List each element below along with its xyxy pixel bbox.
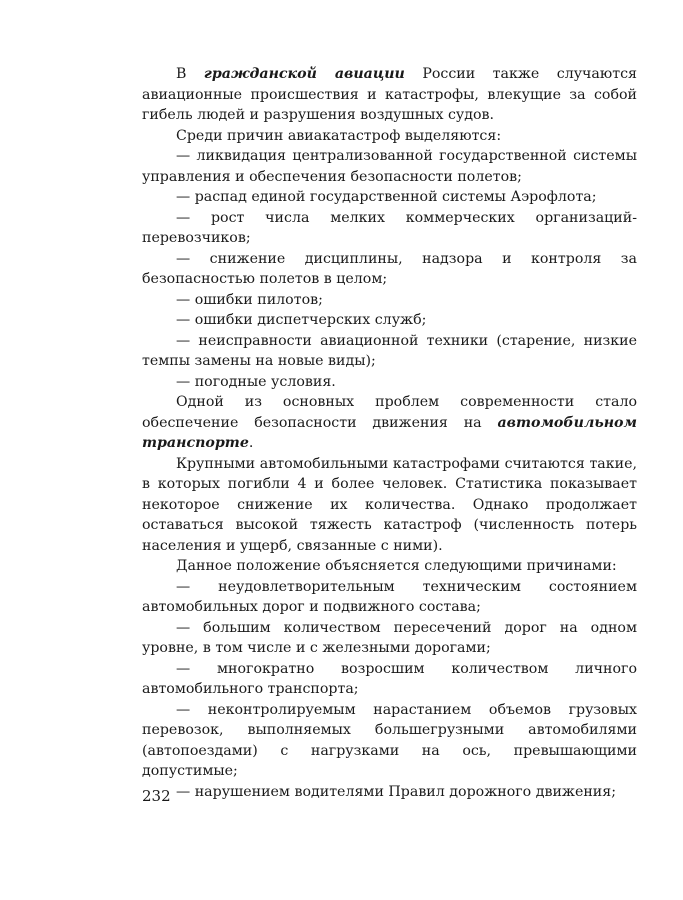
paragraph: Среди причин авиакатастроф выделяются: bbox=[176, 127, 502, 144]
paragraph-road-transport: Одной из основных проблем современности стало обеспечение безопасности движения на автомобильном транспорте. bbox=[142, 394, 637, 451]
list-item: — распад единой государственной системы Аэрофлота; bbox=[176, 189, 597, 205]
list-item: — нарушением водителями Правил дорожного движения; bbox=[176, 783, 616, 800]
list-item: — неисправности авиационной техники (старение, низкие темпы замены на новые виды); bbox=[142, 332, 637, 369]
emphasis-road-transport: автомобильном транспорте bbox=[142, 414, 637, 451]
list-item: — большим количеством пересечений дорог на одном уровне, в том числе и с железными дорогами; bbox=[142, 619, 637, 656]
list-item: — ошибки диспетчерских служб; bbox=[176, 312, 427, 328]
list-item: — погодные условия. bbox=[176, 373, 336, 390]
emphasis-civil-aviation: гражданской авиации bbox=[203, 66, 405, 82]
list-item: — снижение дисциплины, надзора и контроля за безопасностью полетов в целом; bbox=[142, 250, 637, 287]
paragraph: Крупными автомобильными катастрофами считаются такие, в которых погибли 4 и более человек. Статистика показывает некоторое снижение их количества. Однако продолжает оставаться высокой тяжесть катастроф (численность потерь населения и ущерб, связанные с ними). bbox=[142, 455, 637, 554]
page-number: 232 bbox=[142, 787, 171, 805]
list-item: — неконтролируемым нарастанием объемов грузовых перевозок, выполняемых большегрузными автомобилями (автопоездами) с нагрузками на ось, превышающими допустимые; bbox=[142, 701, 637, 779]
paragraph-civil-aviation: В гражданской авиации России также случаются авиационные происшествия и катастрофы, влекущие за собой гибель людей и разрушения воздушных судов. bbox=[142, 66, 637, 123]
paragraph: Данное положение объясняется следующими причинами: bbox=[176, 558, 617, 574]
list-item: — многократно возросшим количеством личного автомобильного транспорта; bbox=[142, 660, 637, 697]
list-item: — ликвидация централизованной государственной системы управления и обеспечения безопасности полетов; bbox=[142, 148, 637, 185]
list-item: — неудовлетворительным техническим состоянием автомобильных дорог и подвижного состава; bbox=[142, 578, 637, 615]
list-item: — ошибки пилотов; bbox=[176, 291, 323, 308]
list-item: — рост числа мелких коммерческих организаций-перевозчиков; bbox=[142, 209, 637, 246]
body-text bbox=[142, 64, 637, 802]
